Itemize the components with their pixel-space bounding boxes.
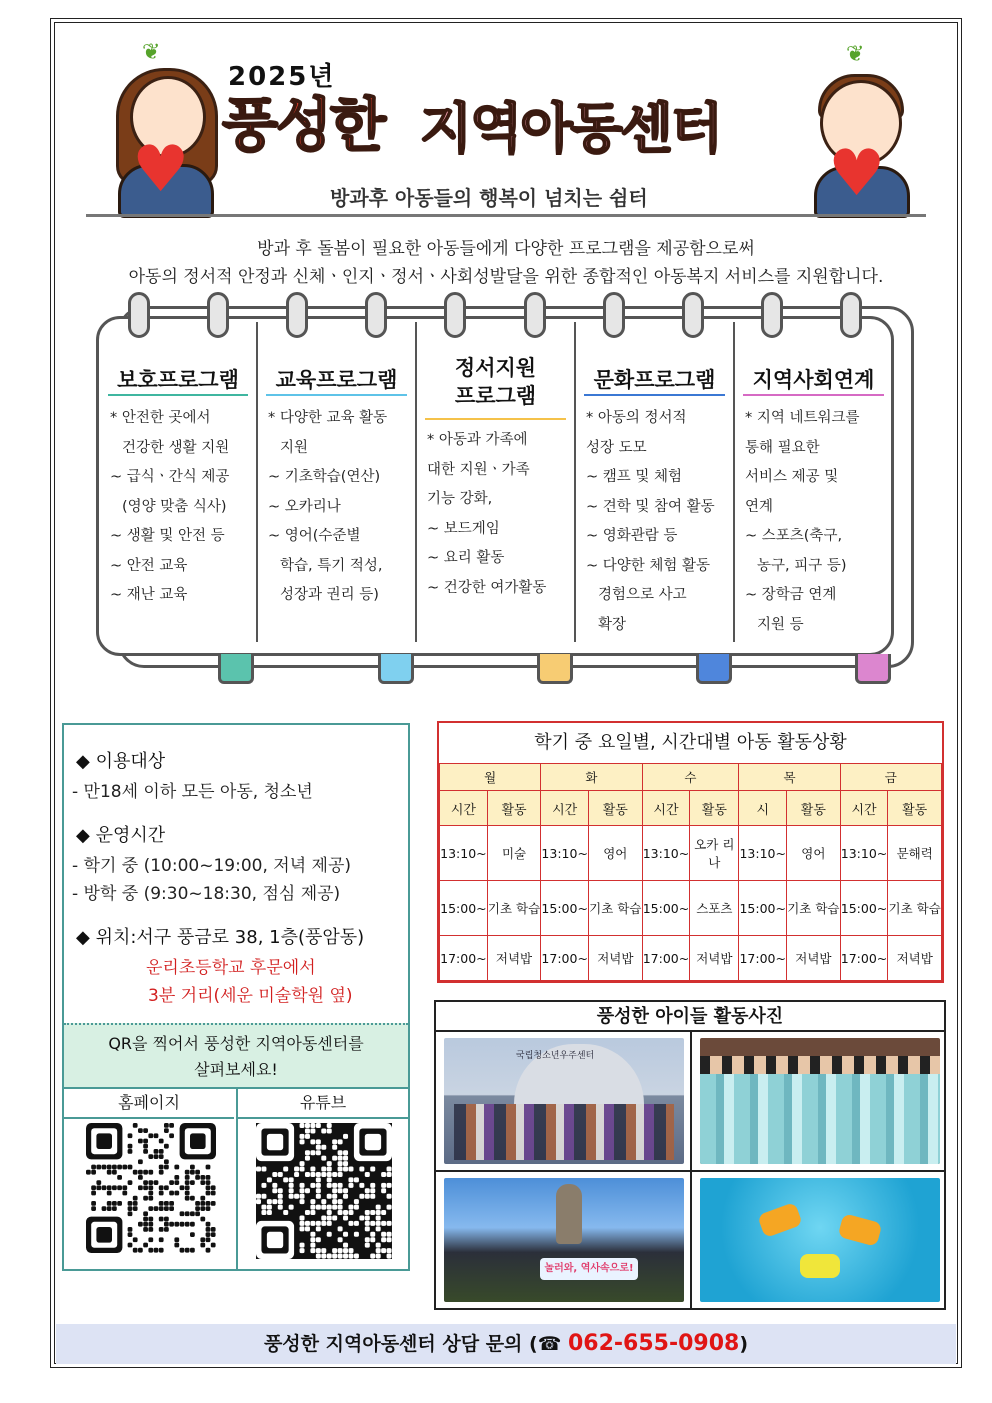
program-line: ~ 건강한 여가활동 bbox=[427, 579, 547, 596]
schedule-time: 15:00~ bbox=[440, 881, 488, 936]
program-line: ~ 견학 및 참여 활동 bbox=[586, 498, 715, 515]
program-line: 지원 등 bbox=[757, 616, 804, 633]
photos-title: 풍성한 아이들 활동사진 bbox=[436, 1002, 944, 1032]
day-header: 화 bbox=[541, 764, 642, 791]
program-underline bbox=[743, 394, 884, 396]
program-line: ~ 기초학습(연산) bbox=[268, 469, 381, 485]
program-body bbox=[268, 404, 411, 611]
sub-header: 활동 bbox=[589, 791, 643, 826]
hours-vacation: - 방학 중 (9:30~18:30, 점심 제공) bbox=[72, 884, 341, 904]
photo-sign-text: 국립청소년우주센터 bbox=[516, 1051, 595, 1061]
program-title: 지역사회연계 bbox=[752, 368, 875, 392]
title-pungseong: 풍성한 bbox=[222, 91, 385, 159]
program-title: 문화프로그램 bbox=[593, 368, 716, 392]
schedule-time: 13:10~ bbox=[642, 826, 690, 881]
homepage-qr-code[interactable] bbox=[86, 1123, 216, 1253]
schedule-table bbox=[437, 721, 944, 983]
program-education bbox=[258, 320, 415, 650]
program-line: ~ 다양한 체험 활동 bbox=[586, 557, 711, 574]
youtube-qr-code[interactable] bbox=[256, 1123, 392, 1259]
program-line: 확장 bbox=[598, 616, 627, 633]
program-body bbox=[586, 404, 729, 640]
schedule-activity: 기초 학습 bbox=[589, 881, 643, 936]
sub-header: 활동 bbox=[787, 791, 841, 826]
right-kid-illustration: ♥ ❦ bbox=[800, 52, 916, 214]
schedule-activity: 저녁밥 bbox=[690, 936, 739, 981]
photo-grid-divider bbox=[436, 1170, 944, 1172]
schedule-activity: 저녁밥 bbox=[487, 936, 541, 981]
program-line: ~ 급식ㆍ간식 제공 bbox=[110, 469, 230, 485]
day-header: 목 bbox=[739, 764, 840, 791]
photo-space-center bbox=[444, 1038, 684, 1164]
program-line: * 아동의 정서적 bbox=[586, 410, 687, 426]
schedule-time: 15:00~ bbox=[739, 881, 787, 936]
sub-header: 시간 bbox=[440, 791, 488, 826]
program-line: 기능 강화, bbox=[427, 491, 493, 507]
program-line: ~ 스포츠(축구, bbox=[745, 528, 843, 544]
program-line: ~ 재난 교육 bbox=[110, 587, 188, 603]
program-line: 경험으로 사고 bbox=[598, 587, 687, 603]
program-line: 통해 필요한 bbox=[745, 439, 820, 456]
subtitle: 방과후 아동들의 행복이 넘치는 쉼터 bbox=[330, 186, 648, 210]
program-line: 성장과 권리 등) bbox=[280, 587, 379, 603]
program-line: 농구, 피구 등) bbox=[757, 557, 847, 574]
location-line-1: 운리초등학교 후문에서 bbox=[146, 958, 316, 978]
sub-header: 활동 bbox=[690, 791, 739, 826]
schedule-time: 17:00~ bbox=[642, 936, 690, 981]
hours-semester: - 학기 중 (10:00~19:00, 저녁 제공) bbox=[72, 856, 352, 876]
schedule-activity: 저녁밥 bbox=[888, 936, 942, 981]
program-title bbox=[417, 354, 574, 410]
program-body bbox=[110, 404, 252, 611]
program-line: ~ 영어(수준별 bbox=[268, 528, 361, 544]
year-label: 2025년 bbox=[228, 62, 336, 92]
schedule-time: 17:00~ bbox=[440, 936, 488, 981]
tab-protection bbox=[218, 654, 254, 684]
photo-banner-text: 놀러와, 역사속으로! bbox=[540, 1258, 638, 1280]
contact-footer bbox=[56, 1324, 956, 1364]
program-line: 건강한 생활 지원 bbox=[122, 439, 230, 456]
program-line: 대한 지원ㆍ가족 bbox=[427, 461, 530, 478]
program-line: ~ 캠프 및 체험 bbox=[586, 469, 683, 485]
photo-swimming bbox=[700, 1178, 940, 1302]
sub-header: 시간 bbox=[642, 791, 690, 826]
sub-header: 시간 bbox=[541, 791, 589, 826]
program-line: 연계 bbox=[745, 498, 774, 515]
program-emotion bbox=[417, 320, 574, 650]
program-line: 성장 도모 bbox=[586, 439, 647, 456]
tab-education bbox=[378, 654, 414, 684]
program-title: 교육프로그램 bbox=[275, 368, 398, 392]
program-community bbox=[735, 320, 892, 650]
day-header: 금 bbox=[840, 764, 941, 791]
schedule-time: 15:00~ bbox=[541, 881, 589, 936]
schedule-activity: 스포츠 bbox=[690, 881, 739, 936]
schedule-time: 17:00~ bbox=[739, 936, 787, 981]
program-line: ~ 오카리나 bbox=[268, 498, 341, 515]
program-underline bbox=[425, 418, 566, 420]
schedule-time: 13:10~ bbox=[840, 826, 888, 881]
qr-instruction-line: 살펴보세요! bbox=[194, 1060, 278, 1079]
program-title-line: 프로그램 bbox=[454, 384, 537, 408]
program-title: 보호프로그램 bbox=[117, 368, 239, 392]
tab-emotion bbox=[537, 654, 573, 684]
program-line: * 지역 네트워크를 bbox=[745, 410, 860, 426]
schedule-activity: 기초 학습 bbox=[888, 881, 942, 936]
schedule-activity: 기초 학습 bbox=[787, 881, 841, 936]
program-underline bbox=[266, 394, 407, 396]
program-line: 지원 bbox=[280, 439, 309, 456]
program-title-line: 정서지원 bbox=[454, 356, 537, 380]
sub-header: 시간 bbox=[840, 791, 888, 826]
program-line: * 안전한 곳에서 bbox=[110, 410, 211, 426]
program-line: ~ 생활 및 안전 등 bbox=[110, 528, 225, 544]
schedule-activity: 저녁밥 bbox=[787, 936, 841, 981]
schedule-activity: 저녁밥 bbox=[589, 936, 643, 981]
program-line: ~ 영화관람 등 bbox=[586, 528, 678, 544]
schedule-time: 17:00~ bbox=[541, 936, 589, 981]
program-line: ~ 장학금 연계 bbox=[745, 587, 837, 603]
program-line: ~ 요리 활동 bbox=[427, 550, 505, 566]
program-line: ~ 보드게임 bbox=[427, 520, 500, 537]
location-line-2: 3분 거리(세운 미술학원 옆) bbox=[148, 986, 353, 1006]
program-underline bbox=[108, 394, 248, 396]
target-heading: ◆ 이용대상 bbox=[76, 751, 166, 772]
qr-instruction bbox=[64, 1023, 408, 1087]
program-line: * 다양한 교육 활동 bbox=[268, 410, 388, 426]
schedule-time: 13:10~ bbox=[541, 826, 589, 881]
schedule-time: 17:00~ bbox=[840, 936, 888, 981]
qr-youtube-label: 유튜브 bbox=[238, 1089, 408, 1119]
photo-observatory-trip bbox=[444, 1178, 684, 1302]
program-line: 학습, 특기 적성, bbox=[280, 557, 383, 574]
sub-header: 시 bbox=[739, 791, 787, 826]
program-line: * 아동과 가족에 bbox=[427, 432, 528, 448]
program-line: 서비스 제공 및 bbox=[745, 469, 839, 485]
schedule-time: 13:10~ bbox=[739, 826, 787, 881]
hours-heading: ◆ 운영시간 bbox=[76, 825, 166, 846]
sub-header: 활동 bbox=[888, 791, 942, 826]
footer-close: ) bbox=[739, 1333, 749, 1355]
schedule-activity: 영어 bbox=[787, 826, 841, 881]
intro-line-2: 아동의 정서적 안정과 신체ㆍ인지ㆍ정서ㆍ사회성발달을 위한 종합적인 아동복지 서비스를 지원합니다. bbox=[128, 267, 884, 287]
schedule-time: 15:00~ bbox=[642, 881, 690, 936]
info-box bbox=[62, 723, 410, 1271]
program-line: ~ 안전 교육 bbox=[110, 557, 188, 574]
phone-number[interactable]: 062-655-0908 bbox=[568, 1331, 740, 1356]
title-center: 지역아동센터 bbox=[420, 97, 721, 160]
target-text: - 만18세 이하 모든 아동, 청소년 bbox=[72, 782, 313, 802]
schedule-grid bbox=[439, 763, 942, 981]
schedule-activity: 기초 학습 bbox=[487, 881, 541, 936]
program-underline bbox=[584, 394, 725, 396]
footer-text: 풍성한 지역아동센터 상담 문의 ( bbox=[263, 1333, 538, 1355]
program-culture bbox=[576, 320, 733, 650]
schedule-title: 학기 중 요일별, 시간대별 아동 활동상황 bbox=[534, 732, 847, 753]
schedule-activity: 오카 리나 bbox=[690, 826, 739, 881]
tab-community bbox=[855, 654, 891, 684]
tab-culture bbox=[696, 654, 732, 684]
schedule-time: 13:10~ bbox=[440, 826, 488, 881]
activity-photos bbox=[434, 1000, 946, 1310]
location-heading: ◆ 위치:서구 풍금로 38, 1층(풍암동) bbox=[76, 927, 365, 948]
qr-column-divider bbox=[236, 1087, 238, 1271]
program-line: (영양 맞춤 식사) bbox=[122, 498, 227, 515]
sub-header: 활동 bbox=[487, 791, 541, 826]
qr-instruction-line: QR을 찍어서 풍성한 지역아동센터를 bbox=[108, 1034, 364, 1053]
program-body bbox=[427, 426, 570, 603]
left-kid-illustration: ♥ ❦ bbox=[104, 52, 220, 214]
schedule-activity: 영어 bbox=[589, 826, 643, 881]
program-body bbox=[745, 404, 888, 640]
phone-icon: ☎ bbox=[537, 1333, 562, 1355]
day-header: 월 bbox=[440, 764, 541, 791]
program-protection bbox=[100, 320, 256, 650]
header-divider bbox=[86, 214, 926, 217]
photo-hanbok-group bbox=[700, 1038, 940, 1164]
schedule-activity: 미술 bbox=[487, 826, 541, 881]
day-header: 수 bbox=[642, 764, 739, 791]
intro-line-1: 방과 후 돌봄이 필요한 아동들에게 다양한 프로그램을 제공함으로써 bbox=[257, 239, 755, 259]
schedule-activity: 문해력 bbox=[888, 826, 942, 881]
qr-homepage-label: 홈페이지 bbox=[64, 1089, 234, 1119]
schedule-time: 15:00~ bbox=[840, 881, 888, 936]
